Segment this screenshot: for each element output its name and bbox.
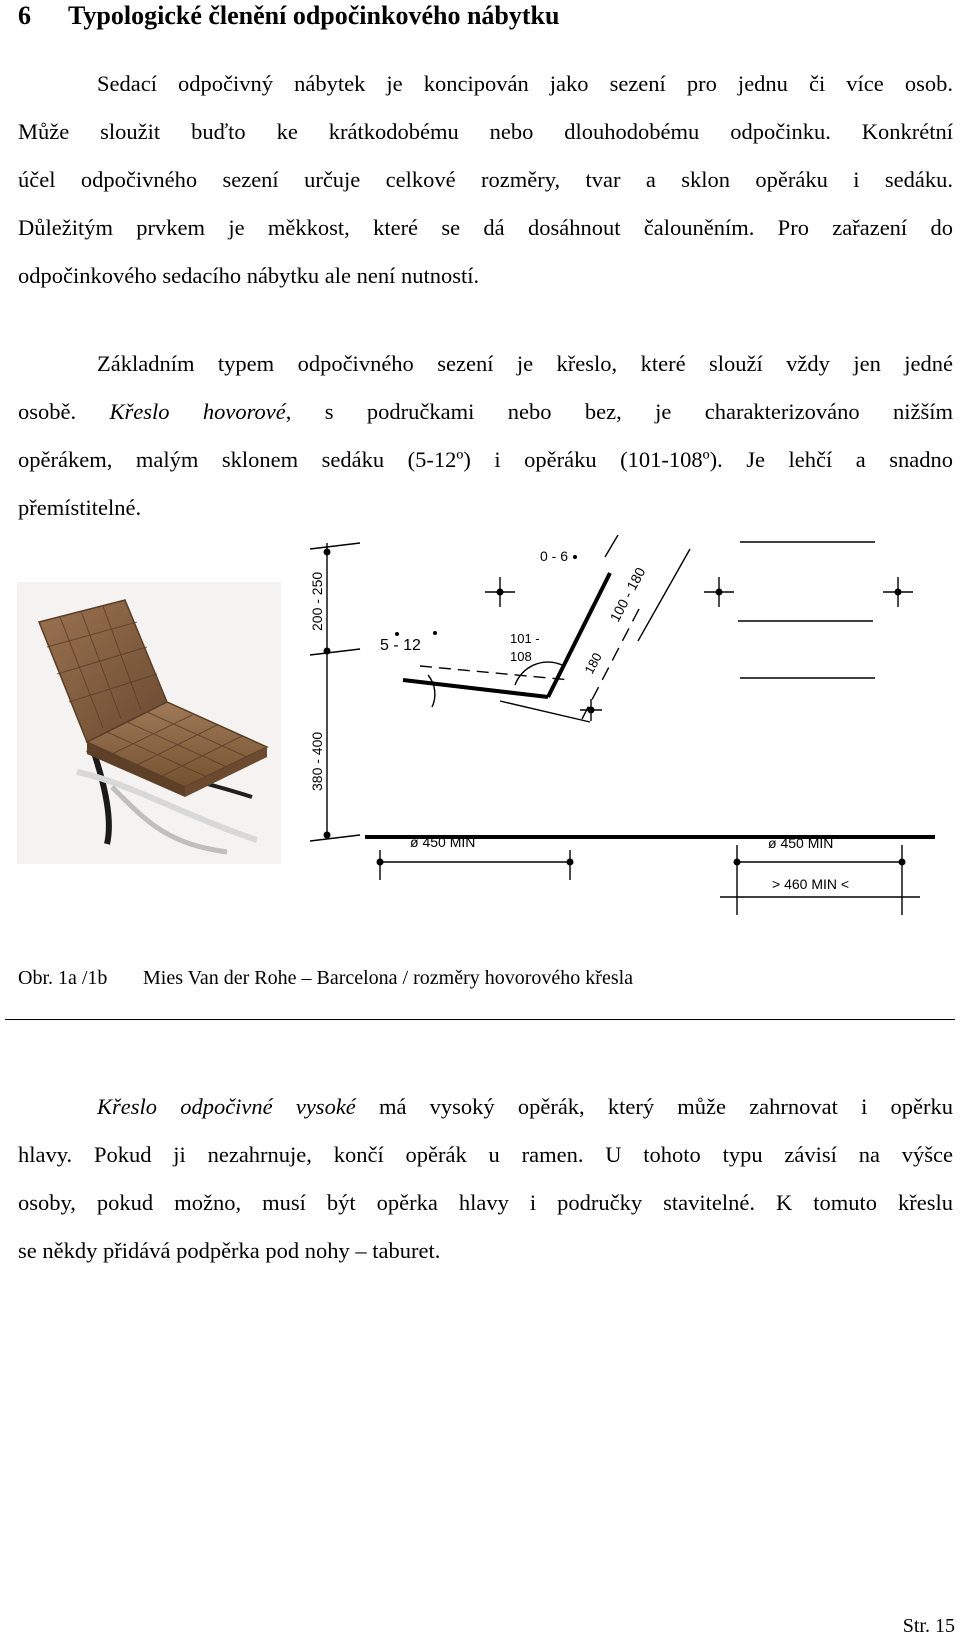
paragraph-line: přemístitelné. xyxy=(18,495,142,520)
dimension-diagram xyxy=(300,535,950,947)
section-title: Typologické členění odpočinkového nábytku xyxy=(68,1,560,30)
figure-caption xyxy=(18,964,633,992)
text-run: , s područkami nebo bez, je charakterizováno nižším xyxy=(285,399,954,424)
paragraph-line xyxy=(18,388,953,436)
italic-term: Křeslo hovorové xyxy=(109,399,286,424)
dim-angle-top: 101 - xyxy=(510,631,540,646)
text-run: osobě. xyxy=(18,399,110,424)
italic-term: Křeslo odpočivné vysoké xyxy=(97,1094,356,1119)
paragraph-line: odpočinkového sedacího nábytku ale není nutností. xyxy=(18,263,480,288)
dim-back-angle: 0 - 6 xyxy=(540,548,569,564)
dim-angle-bottom: 108 xyxy=(510,649,532,664)
paragraph-line: osoby, pokud možno, musí být opěrka hlavy i područky stavitelné. K tomuto křeslu xyxy=(18,1190,953,1215)
dim-seat-back: 180 xyxy=(581,650,605,677)
dim-back-length: 100 - 180 xyxy=(606,564,649,625)
horizontal-rule xyxy=(5,1019,955,1020)
chair-photo xyxy=(17,582,281,864)
dim-seat-height: 380 - 400 xyxy=(309,731,325,791)
paragraph-line: účel odpočivného sezení určuje celkové rozměry, tvar a sklon opěráku i sedáku. xyxy=(18,167,953,192)
crosshair-markers xyxy=(485,577,913,721)
paragraph-line: Sedací odpočivný nábytek je koncipován jako sezení pro jednu či více osob. xyxy=(97,71,953,96)
dim-width-a: ø 450 MIN xyxy=(410,834,476,850)
paragraph-line: hlavy. Pokud ji nezahrnuje, končí opěrák u ramen. U tohoto typu závisí na výšce xyxy=(18,1142,953,1167)
page-number: Str. 15 xyxy=(902,1615,955,1637)
text-run: má vysoký opěrák, který může zahrnovat i opěrku xyxy=(355,1094,953,1119)
barcelona-chair-illustration xyxy=(17,582,281,864)
paragraph-line: opěrákem, malým sklonem sedáku (5-12º) i opěráku (101-108º). Je lehčí a snadno xyxy=(18,447,953,472)
dim-back-height: 200 - 250 xyxy=(309,571,325,631)
dim-spacing: > 460 MIN < xyxy=(772,876,850,892)
caption-text: Mies Van der Rohe – Barcelona / rozměry hovorového křesla xyxy=(143,967,634,989)
paragraph-line: Může sloužit buďto ke krátkodobému nebo dlouhodobému odpočinku. Konkrétní xyxy=(18,119,953,144)
seat-profile xyxy=(403,680,548,697)
paragraph-line: Důležitým prvkem je měkkost, které se dá dosáhnout čalouněním. Pro zařazení do xyxy=(18,215,953,240)
paragraph-high-armchair xyxy=(18,1083,953,1275)
dim-seat-tilt: 5 - 12 xyxy=(380,637,421,654)
paragraph-intro xyxy=(18,60,953,300)
paragraph-line: Základním typem odpočivného sezení je křeslo, které slouží vždy jen jedné xyxy=(97,351,953,376)
paragraph-line: se někdy přidává podpěrka pod nohy – taburet. xyxy=(18,1238,441,1263)
section-heading xyxy=(18,0,559,32)
caption-label: Obr. 1a /1b xyxy=(18,967,108,989)
section-number: 6 xyxy=(18,1,31,30)
paragraph-armchair xyxy=(18,340,953,532)
chair-dimension-drawing xyxy=(300,535,950,947)
paragraph-line xyxy=(18,1083,953,1131)
dim-width-b: ø 450 MIN xyxy=(768,835,834,851)
